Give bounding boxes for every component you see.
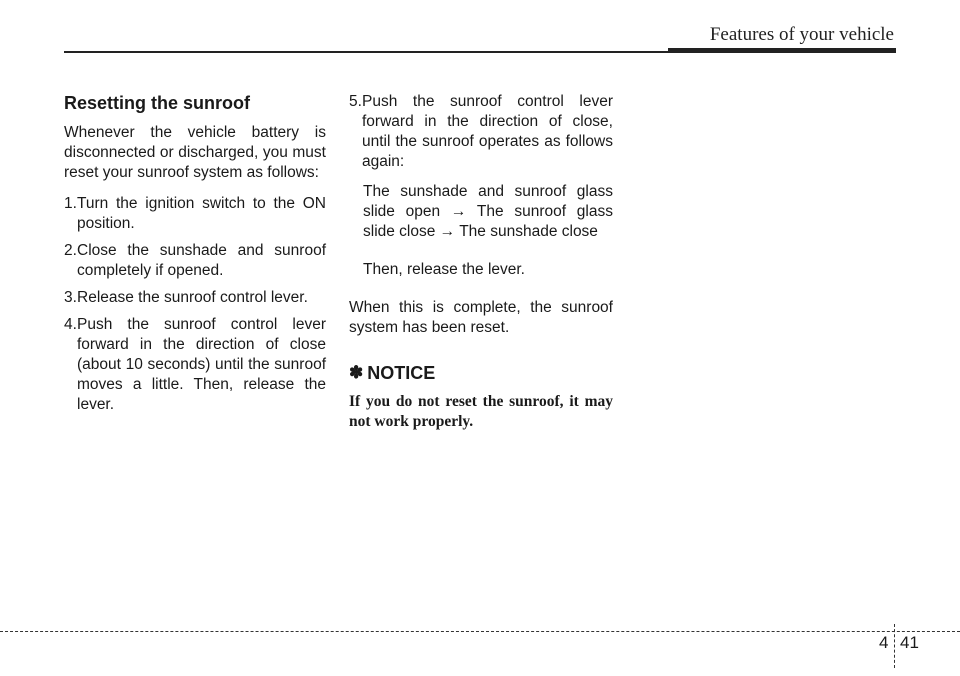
release-instruction: Then, release the lever. [363, 261, 525, 278]
middle-column [349, 92, 613, 432]
notice-title: NOTICE [367, 363, 436, 383]
completion-paragraph: When this is complete, the sunroof system has been reset. [349, 299, 613, 336]
left-column [64, 92, 326, 422]
step-text: Push the sunroof control lever forward in the direction of close (about 10 seconds) until the sunroof moves a little. Then, release the lever. [77, 316, 326, 413]
running-header: Features of your vehicle [709, 24, 894, 45]
step-number: 3. [64, 289, 77, 306]
step-item [64, 241, 326, 281]
step-text: Turn the ignition switch to the ON position. [77, 195, 326, 232]
notice-text: If you do not reset the sunroof, it may not work properly. [349, 393, 613, 430]
footer-rule [0, 631, 960, 632]
section-number: 4 [879, 633, 889, 652]
step-item [64, 288, 326, 308]
page-number: 41 [900, 633, 919, 652]
step-text: Push the sunroof control lever forward in the direction of close, until the sunroof operates as follows again: [362, 93, 613, 170]
header-rule-bar [668, 48, 896, 53]
notice-heading [349, 362, 613, 384]
footer-separator [894, 624, 895, 668]
step-number: 4. [64, 316, 77, 333]
operation-sequence: The sunshade and sunroof glass slide open → The sunroof glass slide close → The sunshade close [363, 183, 613, 240]
step-text: Close the sunshade and sunroof completely if opened. [77, 242, 326, 279]
notice-star-icon: ✽ [349, 363, 364, 382]
step-item [349, 92, 613, 172]
intro-paragraph: Whenever the vehicle battery is disconnected or discharged, you must reset your sunroof system as follows: [64, 124, 326, 181]
step-number: 2. [64, 242, 77, 259]
step-item [64, 194, 326, 234]
step-number: 5. [349, 93, 362, 110]
section-title: Resetting the sunroof [64, 93, 251, 113]
step-item [64, 315, 326, 415]
step-text: Release the sunroof control lever. [77, 289, 308, 306]
header-rule [64, 51, 670, 53]
step-number: 1. [64, 195, 77, 212]
